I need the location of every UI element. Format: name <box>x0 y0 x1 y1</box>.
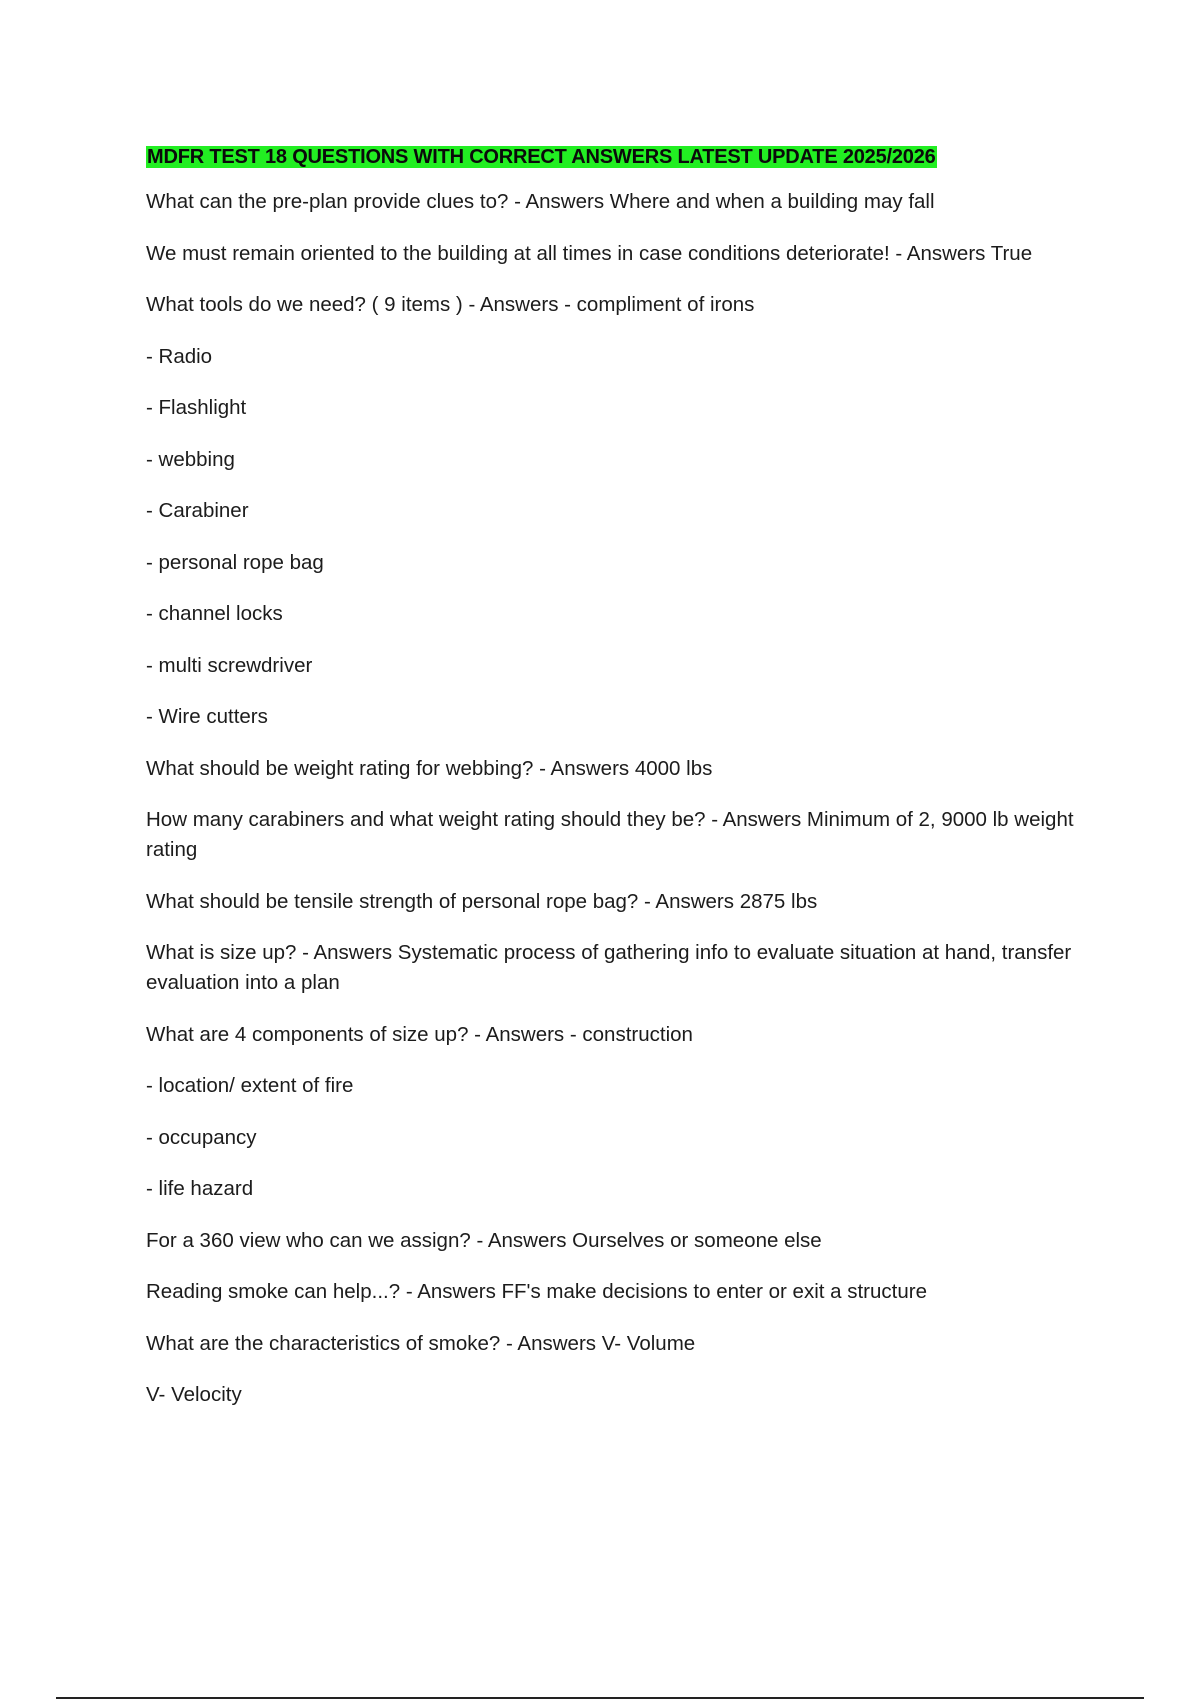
list-item: - Flashlight <box>146 396 247 419</box>
list-item: - webbing <box>146 447 235 471</box>
list-item: - occupancy <box>146 1125 257 1149</box>
qa-line: What are the characteristics of smoke? - Answers V- Volume <box>146 1331 696 1355</box>
qa-line: What is size up? - Answers Systematic process of gathering info to evaluate situation at hand, transfer evaluation into a plan <box>146 941 1072 994</box>
qa-line: Reading smoke can help...? - Answers FF's make decisions to enter or exit a structure <box>146 1280 927 1303</box>
list-item: - channel locks <box>146 602 283 625</box>
title-block <box>146 143 1086 171</box>
list-item: - multi screwdriver <box>146 653 313 677</box>
qa-line: We must remain oriented to the building at all times in case conditions deteriorate! - Answers True <box>146 241 1033 265</box>
footer-divider <box>56 1697 1144 1699</box>
qa-line: For a 360 view who can we assign? - Answers Ourselves or someone else <box>146 1228 822 1252</box>
qa-line: What should be tensile strength of personal rope bag? - Answers 2875 lbs <box>146 889 818 913</box>
qa-line: What are 4 components of size up? - Answers - construction <box>146 1022 693 1046</box>
document-title: MDFR TEST 18 QUESTIONS WITH CORRECT ANSWERS LATEST UPDATE 2025/2026 <box>147 146 936 168</box>
list-item: - Wire cutters <box>146 705 268 728</box>
qa-line: What should be weight rating for webbing? - Answers 4000 lbs <box>146 756 713 780</box>
document-body <box>146 143 1086 1432</box>
list-item: V- Velocity <box>146 1383 242 1406</box>
list-item: - Radio <box>146 344 213 368</box>
list-item: - Carabiner <box>146 499 249 522</box>
list-item: - location/ extent of fire <box>146 1074 354 1097</box>
list-item: - personal rope bag <box>146 550 324 574</box>
list-item: - life hazard <box>146 1177 254 1200</box>
qa-line: How many carabiners and what weight rating should they be? - Answers Minimum of 2, 9000 lb weight rating <box>146 808 1074 861</box>
qa-line: What can the pre-plan provide clues to? - Answers Where and when a building may fall <box>146 190 935 213</box>
qa-line: What tools do we need? ( 9 items ) - Answers - compliment of irons <box>146 293 755 316</box>
